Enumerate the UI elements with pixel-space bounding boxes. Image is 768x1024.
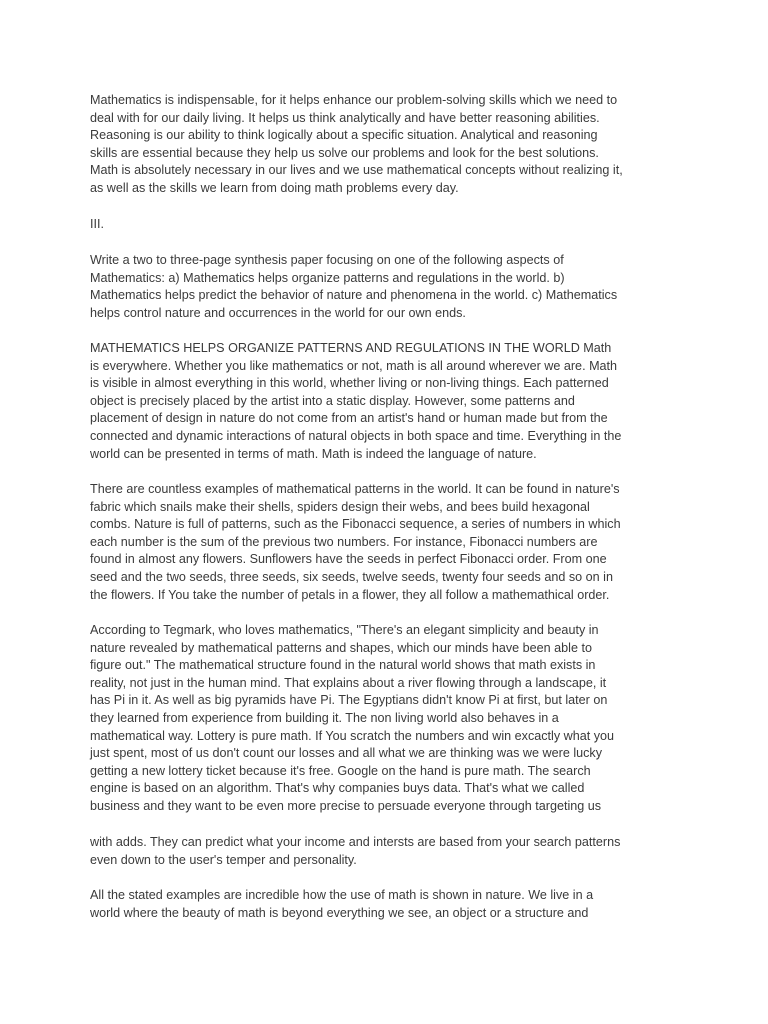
paragraph-adds: with adds. They can predict what your income and intersts are based from your search patterns even down to the user's temper and personality. — [90, 835, 621, 867]
paragraph-intro: Mathematics is indispensable, for it helps enhance our problem-solving skills which we need to deal with for our daily living. It helps us think analytically and have better reasoning abilities. Reasoning is our ability to think logically about a specific situation. Analytical and reasoning skills are essential because they help us solve our problems and look for the best solutions. Math is absolutely necessary in our lives and we use mathematical concepts without realizing it, as well as the skills we learn from doing math problems every day. — [90, 93, 623, 195]
paragraph-conclusion: All the stated examples are incredible how the use of math is shown in nature. We live in a world where the beauty of math is beyond everything we see, an object or a structure and — [90, 888, 594, 920]
section-heading: III. — [90, 217, 104, 231]
paragraph-examples: There are countless examples of mathematical patterns in the world. It can be found in nature's fabric which snails make their shells, spiders design their webs, and bees build hexagonal combs. Nature is full of patterns, such as the Fibonacci sequence, a series of numbers in which each number is the sum of the previous two numbers. For instance, Fibonacci numbers are found in almost any flowers. Sunflowers have the seeds in perfect Fibonacci order. From one seed and the two seeds, three seeds, six seeds, twelve seeds, twenty four seeds and so on in the flowers. If You take the number of petals in a flower, they all follow a mathemathical order. — [90, 482, 621, 602]
paragraph-tegmark: According to Tegmark, who loves mathematics, "There's an elegant simplicity and beauty in nature revealed by mathematical patterns and shapes, which our minds have been able to figure out." The mathematical structure found in the natural world shows that math exists in reality, not just in the human mind. That explains about a river flowing through a landscape, it has Pi in it. As well as big pyramids have Pi. The Egyptians didn't know Pi at first, but later on they learned from experience from building it. The non living world also behaves in a mathematical way. Lottery is pure math. If You scratch the numbers and win excactly what you just spent, most of us don't count our losses and all what we are thinking was we were lucky getting a new lottery ticket because it's free. Google on the hand is pure math. The search engine is based on an algorithm. That's why companies buys data. That's what we called business and they want to be even more precise to persuade everyone through targeting us — [90, 623, 615, 813]
paragraph-instructions: Write a two to three-page synthesis paper focusing on one of the following aspects of Mathematics: a) Mathematics helps organize patterns and regulations in the world. b) Mathematics helps predict the behavior of nature and phenomena in the world. c) Mathematics helps control nature and occurrences in the world for our own ends. — [90, 253, 618, 320]
paragraph-organize-patterns: MATHEMATICS HELPS ORGANIZE PATTERNS AND REGULATIONS IN THE WORLD Math is everywhere. Whether you like mathematics or not, math is all around wherever we are. Math is visible in almost everything in this world, whether living or non-living things. Each patterned object is precisely placed by the artist into a static display. However, some patterns and placement of design in nature do not come from an artist's hand or human made but from the connected and dynamic interactions of natural objects in both space and time. Everything in the world can be presented in terms of math. Math is indeed the language of nature. — [90, 341, 622, 461]
